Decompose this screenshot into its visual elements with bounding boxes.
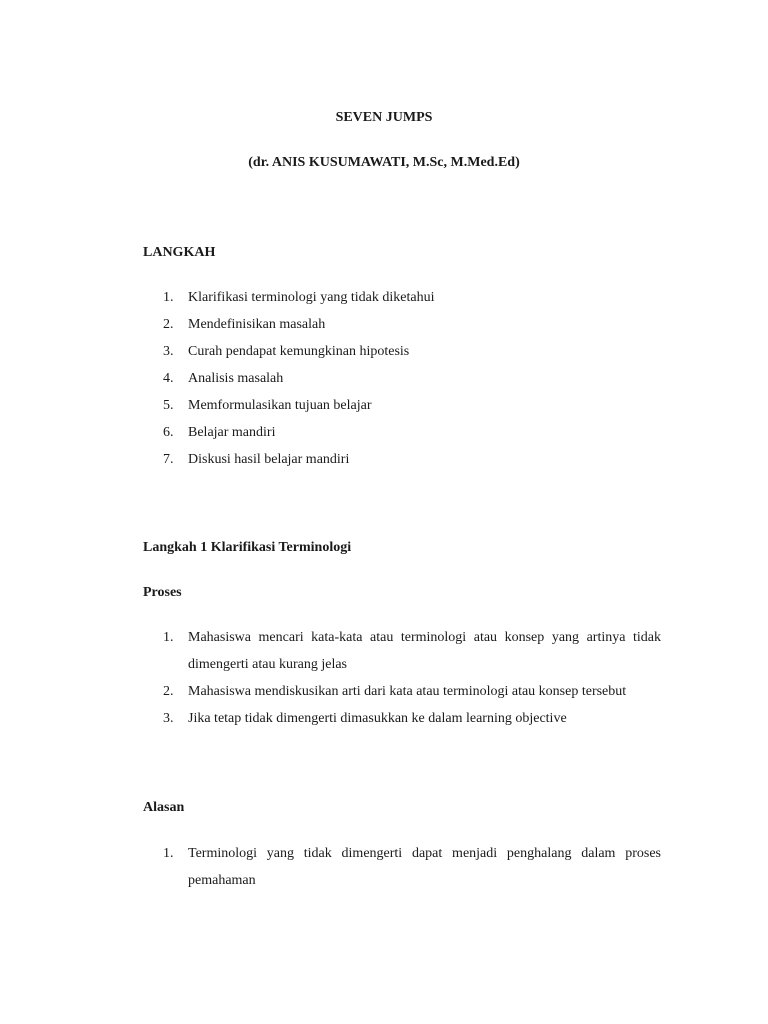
list-text: Mahasiswa mendiskusikan arti dari kata atau terminologi atau konsep tersebut bbox=[188, 684, 627, 699]
alasan-heading: Alasan bbox=[143, 800, 185, 815]
langkah-list bbox=[143, 284, 661, 473]
alasan-list bbox=[143, 840, 661, 894]
document-title: SEVEN JUMPS bbox=[335, 110, 433, 125]
list-number: 7. bbox=[163, 452, 174, 467]
list-item bbox=[143, 705, 661, 732]
list-number: 6. bbox=[163, 425, 174, 440]
list-number: 2. bbox=[163, 317, 174, 332]
proses-list bbox=[143, 624, 661, 732]
list-number: 1. bbox=[163, 846, 174, 861]
list-number: 3. bbox=[163, 711, 174, 726]
list-text: Belajar mandiri bbox=[188, 425, 276, 440]
list-text: Terminologi yang tidak dimengerti dapat menjadi penghalang dalam proses pemahaman bbox=[188, 846, 661, 888]
list-number: 2. bbox=[163, 684, 174, 699]
list-item bbox=[143, 284, 661, 311]
step1-heading: Langkah 1 Klarifikasi Terminologi bbox=[143, 540, 352, 555]
list-item bbox=[143, 392, 661, 419]
list-item bbox=[143, 840, 661, 894]
list-item bbox=[143, 678, 661, 705]
langkah-heading: LANGKAH bbox=[143, 245, 216, 260]
list-item bbox=[143, 365, 661, 392]
list-text: Klarifikasi terminologi yang tidak diketahui bbox=[188, 290, 435, 305]
document-author: (dr. ANIS KUSUMAWATI, M.Sc, M.Med.Ed) bbox=[248, 155, 520, 170]
list-text: Analisis masalah bbox=[188, 371, 284, 386]
list-item bbox=[143, 624, 661, 678]
list-text: Mahasiswa mencari kata-kata atau terminologi atau konsep yang artinya tidak dimengerti atau kurang jelas bbox=[188, 630, 661, 672]
proses-heading: Proses bbox=[143, 585, 182, 600]
list-number: 4. bbox=[163, 371, 174, 386]
list-text: Mendefinisikan masalah bbox=[188, 317, 326, 332]
list-number: 3. bbox=[163, 344, 174, 359]
list-item bbox=[143, 419, 661, 446]
list-text: Jika tetap tidak dimengerti dimasukkan ke dalam learning objective bbox=[188, 711, 567, 726]
list-item bbox=[143, 338, 661, 365]
list-item bbox=[143, 446, 661, 473]
list-text: Curah pendapat kemungkinan hipotesis bbox=[188, 344, 410, 359]
list-item bbox=[143, 311, 661, 338]
list-text: Memformulasikan tujuan belajar bbox=[188, 398, 372, 413]
list-number: 1. bbox=[163, 290, 174, 305]
list-number: 5. bbox=[163, 398, 174, 413]
list-number: 1. bbox=[163, 630, 174, 645]
list-text: Diskusi hasil belajar mandiri bbox=[188, 452, 350, 467]
